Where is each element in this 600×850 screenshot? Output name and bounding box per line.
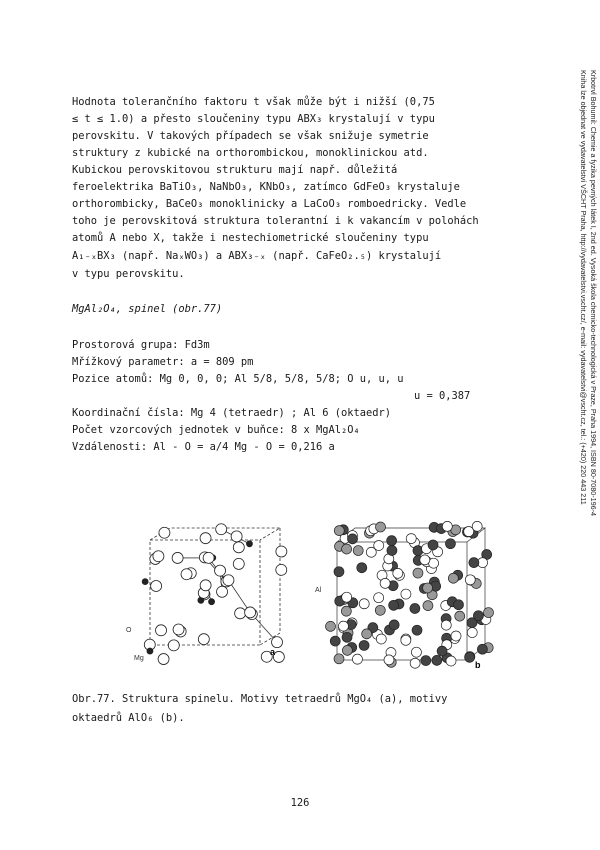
figure-a-atoms — [142, 524, 287, 665]
spinel-figure-b — [315, 520, 495, 670]
side-note-line-2: Kniha lze objednat ve vydavatelství VŠCHT Praha, http://vydavatelstvi.vscht.cz/, e-mail: vydavatelstvi@vscht.cz, tel.: (+420) 220 443 211 — [579, 70, 588, 505]
atom-circle — [465, 575, 475, 585]
paragraph-line: Hodnota tolerančního faktoru t však může být i nižší (0,75 — [72, 96, 435, 108]
atom-circle — [448, 573, 458, 583]
atom-circle — [276, 564, 287, 575]
atom-circle — [273, 651, 284, 662]
spinel-figure-a — [120, 520, 300, 670]
atom-circle — [246, 541, 252, 547]
atom-circle — [393, 568, 403, 578]
section-heading: MgAl₂O₄, spinel (obr.77) — [72, 303, 223, 315]
atom-circle — [389, 620, 399, 630]
atom-circle — [334, 567, 344, 577]
figure-b-atoms — [326, 521, 494, 668]
paragraph-line: perovskitu. V takových případech se však snižuje symetrie — [72, 130, 429, 142]
atom-circle — [423, 601, 433, 611]
atom-circle — [198, 634, 209, 645]
atom-circle — [411, 647, 421, 657]
atom-circle — [168, 640, 179, 651]
atom-circle — [352, 654, 362, 664]
atom-circle — [384, 655, 394, 665]
coordination-numbers: Koordinační čísla: Mg 4 (tetraedr) ; Al 6 (oktaedr) — [72, 407, 392, 419]
atom-circle — [245, 607, 256, 618]
atom-circle — [341, 606, 351, 616]
atom-circle — [233, 558, 244, 569]
atom-circle — [200, 580, 211, 591]
atom-circle — [342, 632, 352, 642]
figure-a-bonds — [150, 528, 280, 645]
atom-circle — [375, 605, 385, 615]
atom-circle — [477, 644, 487, 654]
space-group: Prostorová grupa: Fd3m — [72, 339, 210, 351]
atom-circle — [467, 628, 477, 638]
lattice-parameter: Mřížkový parametr: a = 809 pm — [72, 356, 254, 368]
atom-circle — [469, 558, 479, 568]
atom-circle — [353, 546, 363, 556]
atom-circle — [413, 568, 423, 578]
u-value: u = 0,387 — [414, 390, 471, 402]
atom-circle — [387, 545, 397, 555]
figure-b-label: b — [475, 660, 481, 670]
paragraph-line: struktury z kubické na orthorombickou, monoklinickou atd. — [72, 147, 429, 159]
formula-units: Počet vzorcových jednotek v buňce: 8 x MgAl₂O₄ — [72, 424, 360, 436]
side-note-line-1: Krbotrvl Bohumil: Chemie a fyzika pevných látek I, 2nd ed. Vysoká škola chemicko-technologická v Praze, Praha 1994, ISBN 80-7080-196-4 — [589, 70, 598, 516]
atom-circle — [156, 625, 167, 636]
atom-circle — [389, 600, 399, 610]
atom-circle — [473, 611, 483, 621]
unit-cell-edge — [467, 528, 485, 660]
unit-cell-edge — [260, 528, 280, 645]
paragraph-line: A₁₋ₓBX₃ (např. NaₓWO₃) a ABX₃₋ₓ (např. CaFeO₂.₅) krystalují — [72, 250, 442, 262]
atom-positions: Pozice atomů: Mg 0, 0, 0; Al 5/8, 5/8, 5/8; O u, u, u — [72, 373, 404, 385]
atom-circle — [153, 551, 164, 562]
atom-circle — [159, 527, 170, 538]
atom-circle — [483, 608, 493, 618]
atom-circle — [151, 580, 162, 591]
atom-circle — [362, 629, 372, 639]
paragraph-line: orthorombicky, BaCeO₃ monoklinicky a LaCoO₃ romboedricky. Vedle — [72, 198, 467, 210]
atom-circle — [437, 646, 447, 656]
atom-circle — [421, 656, 431, 666]
atom-circle — [216, 524, 227, 535]
atom-circle — [357, 563, 367, 573]
atom-circle — [203, 552, 214, 563]
atom-circle — [276, 546, 287, 557]
atom-circle — [376, 634, 386, 644]
atom-circle — [330, 636, 340, 646]
atom-circle — [380, 578, 390, 588]
atom-circle — [455, 611, 465, 621]
atom-circle — [420, 555, 430, 565]
atom-circle — [326, 621, 336, 631]
atom-circle — [423, 583, 433, 593]
atom-circle — [338, 621, 348, 631]
figure-a-label: a — [270, 647, 276, 657]
atom-circle — [231, 531, 242, 542]
atom-circle — [272, 637, 283, 648]
atom-circle — [235, 608, 246, 619]
atom-circle — [173, 624, 184, 635]
atom-circle — [432, 655, 442, 665]
atom-circle — [374, 541, 384, 551]
atom-circle — [441, 620, 451, 630]
atom-circle — [445, 539, 455, 549]
atom-circle — [387, 536, 397, 546]
atom-circle — [472, 521, 482, 531]
paragraph-line: ≤ t ≤ 1.0) a přesto sloučeniny typu ABX₃ krystalují v typu — [72, 113, 435, 125]
atom-circle — [376, 522, 386, 532]
atom-circle — [374, 593, 384, 603]
atom-circle — [181, 569, 192, 580]
figure-a-label-mg: Mg — [134, 655, 144, 662]
atom-circle — [428, 540, 438, 550]
atom-circle — [223, 575, 234, 586]
atom-circle — [217, 586, 228, 597]
atom-circle — [451, 631, 461, 641]
atom-circle — [215, 565, 226, 576]
atom-circle — [209, 599, 215, 605]
atom-circle — [334, 526, 344, 536]
figure-b-label-al: Al — [315, 587, 322, 594]
figure-a-label-o: O — [126, 627, 132, 634]
atom-circle — [442, 521, 452, 531]
atom-circle — [412, 625, 422, 635]
atom-circle — [446, 656, 456, 666]
atom-circle — [233, 542, 244, 553]
paragraph-line: feroelektrika BaTiO₃, NaNbO₃, KNbO₃, zatímco GdFeO₃ krystaluje — [72, 181, 460, 193]
atom-circle — [401, 589, 411, 599]
atom-circle — [342, 544, 352, 554]
atom-circle — [200, 533, 211, 544]
atom-circle — [410, 658, 420, 668]
side-note — [560, 70, 600, 770]
atom-circle — [465, 652, 475, 662]
distances: Vzdálenosti: Al - O = a/4 Mg - O = 0,216 a — [72, 441, 335, 453]
atom-circle — [334, 654, 344, 664]
paragraph-line: toho je perovskitová struktura tolerantní i k vakancím v polohách — [72, 215, 479, 227]
atom-circle — [401, 635, 411, 645]
atom-circle — [359, 599, 369, 609]
atom-circle — [147, 648, 153, 654]
figure-caption-line-1: Obr.77. Struktura spinelu. Motivy tetraedrů MgO₄ (a), motivy — [72, 693, 448, 705]
atom-circle — [158, 654, 169, 665]
page-number: 126 — [290, 797, 310, 809]
paragraph-line: v typu perovskitu. — [72, 268, 185, 280]
paragraph-line: atomů A nebo X, takže i nestechiometrické sloučeniny typu — [72, 232, 429, 244]
atom-circle — [172, 552, 183, 563]
paragraph-line: Kubickou perovskitovou strukturu mají např. důležitá — [72, 164, 398, 176]
atom-circle — [406, 534, 416, 544]
figure-caption-line-2: oktaedrů AlO₆ (b). — [72, 712, 185, 724]
atom-circle — [359, 640, 369, 650]
atom-circle — [342, 592, 352, 602]
atom-circle — [142, 579, 148, 585]
atom-circle — [410, 604, 420, 614]
atom-circle — [348, 534, 358, 544]
atom-circle — [453, 600, 463, 610]
side-note-text — [578, 70, 598, 516]
atom-circle — [342, 645, 352, 655]
